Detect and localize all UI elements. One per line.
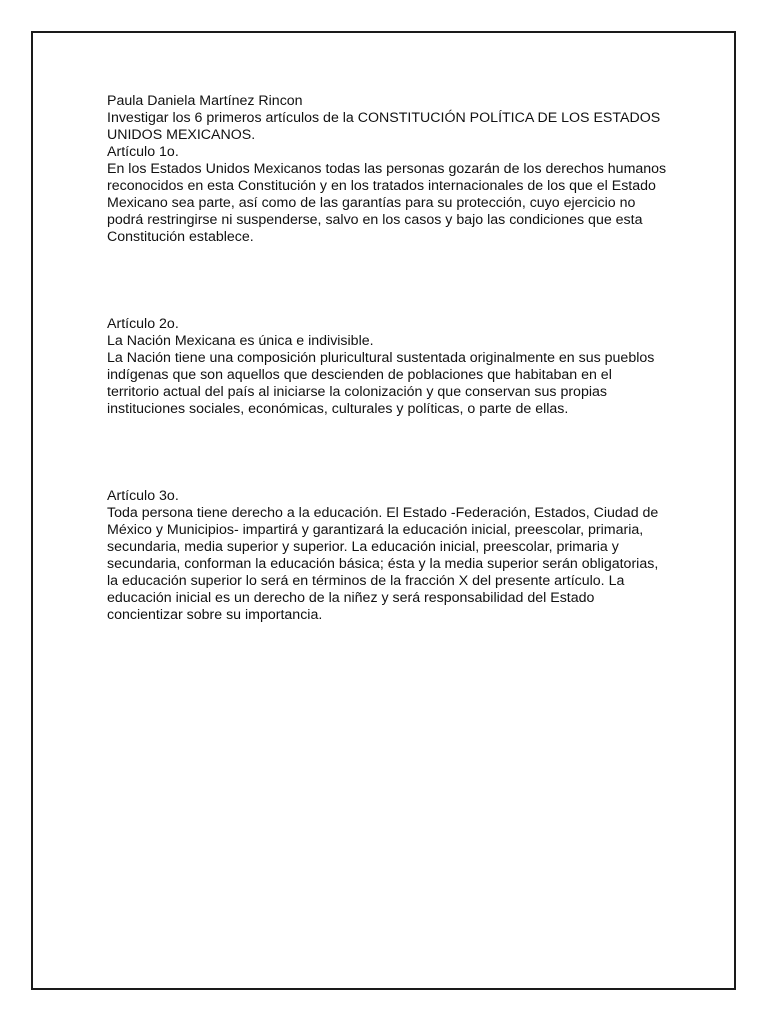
article-paragraph: La Nación tiene una composición pluricultural sustentada originalmente en sus pueblos indígenas que son aquellos que descienden de poblaciones que habitaban en el territorio actual del país al iniciarse la colonización y que conservan sus propias instituciones sociales, económicas, culturales y políticas, o parte de ellas. xyxy=(107,350,655,417)
article-paragraph: La Nación Mexicana es única e indivisible. xyxy=(107,333,374,349)
article-1 xyxy=(107,144,667,246)
article-heading: Artículo 2o. xyxy=(107,316,179,332)
article-paragraph: En los Estados Unidos Mexicanos todas las personas gozarán de los derechos humanos reconocidos en esta Constitución y en los tratados internacionales de los que el Estado Mexicano sea parte, así como de las garantías para su protección, cuyo ejercicio no podrá restringirse ni suspenderse, salvo en los casos y bajo las condiciones que esta Constitución establece. xyxy=(107,161,667,245)
article-heading: Artículo 3o. xyxy=(107,488,179,504)
article-3 xyxy=(107,488,667,624)
document-content xyxy=(107,93,667,624)
document-page xyxy=(31,31,736,990)
author-name: Paula Daniela Martínez Rincon xyxy=(107,93,303,109)
article-heading: Artículo 1o. xyxy=(107,144,179,160)
article-paragraph: Toda persona tiene derecho a la educación. El Estado -Federación, Estados, Ciudad de México y Municipios- impartirá y garantizará la educación inicial, preescolar, primaria, secundaria, media superior y superior. La educación inicial, preescolar, primaria y secundaria, conforman la educación básica; ésta y la media superior serán obligatorias, la educación superior lo será en términos de la fracción X del presente artículo. La educación inicial es un derecho de la niñez y será responsabilidad del Estado concientizar sobre su importancia. xyxy=(107,505,659,623)
article-2 xyxy=(107,316,667,418)
assignment-intro: Investigar los 6 primeros artículos de la CONSTITUCIÓN POLÍTICA DE LOS ESTADOS UNIDOS MEXICANOS. xyxy=(107,110,661,143)
